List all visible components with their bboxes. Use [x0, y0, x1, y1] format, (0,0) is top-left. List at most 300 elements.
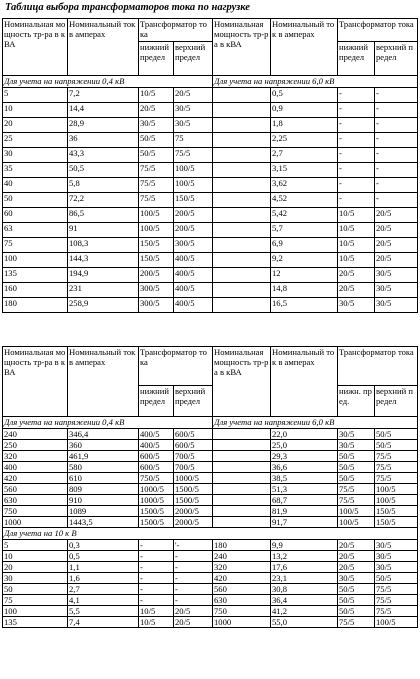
- header-upper-right: верхний предел: [375, 386, 418, 417]
- table-cell: 10/5: [139, 88, 174, 103]
- current-transformer-table-2: [2, 346, 418, 628]
- table-cell: -: [338, 178, 375, 193]
- table-cell: 200/5: [174, 223, 213, 238]
- table-row: [3, 253, 418, 268]
- current-transformer-table-1: [2, 18, 418, 313]
- table-cell: 50: [3, 193, 68, 208]
- table-cell: 60: [3, 208, 68, 223]
- table-cell: 30/5: [375, 562, 418, 573]
- table-cell: '-: [174, 540, 213, 551]
- table-cell: -: [375, 193, 418, 208]
- table-cell: 50/5: [338, 584, 375, 595]
- table-cell: 50: [3, 584, 68, 595]
- table-row: [3, 103, 418, 118]
- table-row: [3, 238, 418, 253]
- table-cell: 75/5: [174, 148, 213, 163]
- table-cell: [213, 103, 271, 118]
- table-cell: 2,7: [68, 584, 139, 595]
- table-cell: 630: [213, 595, 271, 606]
- section-label: Для учета на напряжении 6,0 кВ: [213, 417, 418, 429]
- table-cell: 30/5: [139, 118, 174, 133]
- table-cell: [213, 473, 271, 484]
- table-cell: 610: [68, 473, 139, 484]
- section-label: Для учета на 10 к В: [3, 528, 418, 540]
- table-cell: 1,6: [68, 573, 139, 584]
- table-cell: 50/5: [139, 148, 174, 163]
- table-cell: [213, 238, 271, 253]
- table-row: [3, 517, 418, 528]
- table-cell: -: [139, 540, 174, 551]
- table-cell: 75/5: [139, 178, 174, 193]
- table-cell: -: [375, 148, 418, 163]
- table-cell: 400: [3, 462, 68, 473]
- header-lower-right: нижний предел: [338, 42, 375, 76]
- table-cell: -: [139, 562, 174, 573]
- table-cell: 14,8: [271, 283, 338, 298]
- header-power: Номинальная мощность тр-ра в кВА: [3, 19, 68, 76]
- table-cell: 36,4: [271, 595, 338, 606]
- table-cell: [213, 484, 271, 495]
- section-label: Для учета на напряжении 6,0 кВ: [213, 76, 418, 88]
- header-transformer-right: Трансформатор тока: [338, 19, 418, 42]
- table-cell: 22,0: [271, 429, 338, 440]
- header-lower: нижний предел: [139, 42, 174, 76]
- table-cell: 75/5: [338, 484, 375, 495]
- table-row: [3, 429, 418, 440]
- header-transformer-right: Трансформатор тока: [338, 347, 418, 386]
- table-cell: 30/5: [338, 429, 375, 440]
- table-cell: 25: [3, 133, 68, 148]
- table-cell: 194,9: [68, 268, 139, 283]
- table-cell: 10/5: [338, 223, 375, 238]
- table-cell: 180: [3, 298, 68, 313]
- table-row: [3, 193, 418, 208]
- table-cell: 20/5: [174, 88, 213, 103]
- table-cell: 30/5: [338, 440, 375, 451]
- table-cell: 240: [3, 429, 68, 440]
- table-cell: 50/5: [375, 429, 418, 440]
- table-row: [3, 88, 418, 103]
- table-cell: -: [139, 595, 174, 606]
- table-cell: 809: [68, 484, 139, 495]
- table-cell: 5,42: [271, 208, 338, 223]
- table-cell: 630: [3, 495, 68, 506]
- table-cell: 750: [3, 506, 68, 517]
- table-cell: 160: [3, 283, 68, 298]
- table-cell: [213, 193, 271, 208]
- table-cell: 100/5: [139, 223, 174, 238]
- table-row: [3, 440, 418, 451]
- table-cell: 910: [68, 495, 139, 506]
- table-cell: 30/5: [174, 103, 213, 118]
- table-cell: 50/5: [338, 473, 375, 484]
- table-cell: 50/5: [338, 606, 375, 617]
- table-cell: 346,4: [68, 429, 139, 440]
- table-cell: 75/5: [375, 595, 418, 606]
- table-cell: 1000: [3, 517, 68, 528]
- table-cell: -: [174, 573, 213, 584]
- table-cell: 51,3: [271, 484, 338, 495]
- table-cell: [213, 268, 271, 283]
- table-cell: 700/5: [174, 462, 213, 473]
- table-cell: 36: [68, 133, 139, 148]
- table-cell: 360: [68, 440, 139, 451]
- table-row: [3, 606, 418, 617]
- table-cell: 0,5: [68, 551, 139, 562]
- table-cell: 10/5: [139, 606, 174, 617]
- table-cell: 63: [3, 223, 68, 238]
- table-cell: 20: [3, 118, 68, 133]
- table-cell: 1000/5: [139, 495, 174, 506]
- table-cell: 400/5: [174, 298, 213, 313]
- table-cell: 20/5: [139, 103, 174, 118]
- table-cell: 75/5: [375, 606, 418, 617]
- table-cell: 50/5: [338, 462, 375, 473]
- table-cell: 20/5: [375, 253, 418, 268]
- table-cell: -: [375, 133, 418, 148]
- table-cell: -: [375, 163, 418, 178]
- table-cell: 461,9: [68, 451, 139, 462]
- table-cell: 91,7: [271, 517, 338, 528]
- table-cell: -: [338, 88, 375, 103]
- table-row: [3, 133, 418, 148]
- table-cell: 75: [3, 238, 68, 253]
- table-cell: [213, 462, 271, 473]
- table-cell: 30/5: [375, 283, 418, 298]
- table-cell: 20/5: [375, 208, 418, 223]
- table-cell: 7,2: [68, 88, 139, 103]
- table-row: [3, 208, 418, 223]
- table-cell: 23,1: [271, 573, 338, 584]
- table-cell: 30/5: [375, 551, 418, 562]
- table-row: [3, 163, 418, 178]
- table-cell: 200/5: [174, 208, 213, 223]
- table-cell: [213, 163, 271, 178]
- table-cell: 3,62: [271, 178, 338, 193]
- table-cell: -: [139, 573, 174, 584]
- table-cell: 560: [213, 584, 271, 595]
- table-cell: 75/5: [375, 462, 418, 473]
- table-cell: 55,0: [271, 617, 338, 628]
- table-cell: 600/5: [174, 440, 213, 451]
- table-cell: 1000/5: [139, 484, 174, 495]
- table-cell: 700/5: [174, 451, 213, 462]
- table-cell: 150/5: [139, 253, 174, 268]
- table-cell: 9,9: [271, 540, 338, 551]
- table-cell: 1500/5: [139, 506, 174, 517]
- table-row: [3, 595, 418, 606]
- table-cell: 6,9: [271, 238, 338, 253]
- table-cell: 0,3: [68, 540, 139, 551]
- header-upper: верхний предел: [174, 386, 213, 417]
- table-cell: 30/5: [174, 118, 213, 133]
- table-cell: -: [338, 133, 375, 148]
- table-cell: 20/5: [338, 268, 375, 283]
- table-cell: 10: [3, 551, 68, 562]
- table-cell: 25,0: [271, 440, 338, 451]
- table-cell: 100/5: [338, 506, 375, 517]
- table-cell: 68,7: [271, 495, 338, 506]
- table-row: [3, 495, 418, 506]
- table-cell: 150/5: [375, 517, 418, 528]
- header-upper-right: верхний предел: [375, 42, 418, 76]
- header-current-right: Номинальный ток в амперах: [271, 347, 338, 417]
- table-cell: 30/5: [338, 298, 375, 313]
- table-cell: 1,8: [271, 118, 338, 133]
- table-cell: 150/5: [375, 506, 418, 517]
- table-cell: 100/5: [338, 517, 375, 528]
- table-cell: 1,1: [68, 562, 139, 573]
- table-cell: [213, 451, 271, 462]
- table-row: [3, 178, 418, 193]
- table-cell: 100/5: [375, 617, 418, 628]
- table-cell: -: [375, 118, 418, 133]
- table-cell: 9,2: [271, 253, 338, 268]
- table-cell: 750/5: [139, 473, 174, 484]
- table-cell: 1000/5: [174, 473, 213, 484]
- table-cell: -: [338, 163, 375, 178]
- table-row: [3, 473, 418, 484]
- table-cell: 20/5: [174, 617, 213, 628]
- table-cell: 2000/5: [174, 517, 213, 528]
- table-cell: 4,1: [68, 595, 139, 606]
- table-cell: 30/5: [375, 268, 418, 283]
- table-cell: -: [174, 584, 213, 595]
- table-cell: 50/5: [375, 573, 418, 584]
- table-cell: -: [174, 562, 213, 573]
- table-cell: 36,6: [271, 462, 338, 473]
- table-cell: 240: [213, 551, 271, 562]
- section-label: Для учета на напряжении 0,4 кВ: [3, 417, 213, 429]
- table-cell: 30: [3, 573, 68, 584]
- table-cell: 20/5: [338, 551, 375, 562]
- table-cell: 20/5: [338, 540, 375, 551]
- table-cell: [213, 148, 271, 163]
- table-cell: 420: [3, 473, 68, 484]
- table-cell: 38,5: [271, 473, 338, 484]
- table-cell: [213, 223, 271, 238]
- table-row: [3, 584, 418, 595]
- table-cell: -: [338, 103, 375, 118]
- table-cell: 600/5: [174, 429, 213, 440]
- table-cell: -: [174, 551, 213, 562]
- table-cell: 20/5: [338, 283, 375, 298]
- table-cell: [213, 506, 271, 517]
- table-row: [3, 298, 418, 313]
- table-cell: 580: [68, 462, 139, 473]
- table-cell: 50/5: [338, 595, 375, 606]
- table-cell: 30/5: [375, 540, 418, 551]
- header-power: Номинальная мощность тр-ра в кВА: [3, 347, 68, 417]
- table-cell: 43,3: [68, 148, 139, 163]
- table-cell: [213, 118, 271, 133]
- table-cell: 75/5: [139, 163, 174, 178]
- table-cell: 14,4: [68, 103, 139, 118]
- table-cell: 258,9: [68, 298, 139, 313]
- table-cell: -: [375, 178, 418, 193]
- table-cell: -: [375, 88, 418, 103]
- table-cell: 420: [213, 573, 271, 584]
- table-cell: 1500/5: [174, 495, 213, 506]
- table-cell: 86,5: [68, 208, 139, 223]
- table-cell: 20/5: [375, 223, 418, 238]
- header-lower-right: нижн. пред.: [338, 386, 375, 417]
- table-row: [3, 506, 418, 517]
- table-cell: 50,5: [68, 163, 139, 178]
- table-cell: 13,2: [271, 551, 338, 562]
- table-cell: 28,9: [68, 118, 139, 133]
- table-cell: 20/5: [375, 238, 418, 253]
- table-cell: 5,8: [68, 178, 139, 193]
- table-cell: 17,6: [271, 562, 338, 573]
- table-cell: [213, 429, 271, 440]
- table-cell: 135: [3, 617, 68, 628]
- table-cell: 5: [3, 540, 68, 551]
- table-cell: [213, 133, 271, 148]
- table-cell: [213, 88, 271, 103]
- header-transformer: Трансформатор тока: [139, 347, 213, 386]
- table-cell: 12: [271, 268, 338, 283]
- table-cell: 150/5: [139, 238, 174, 253]
- section-label: Для учета на напряжении 0,4 кВ: [3, 76, 213, 88]
- table-cell: 41,2: [271, 606, 338, 617]
- table-row: [3, 118, 418, 133]
- table-cell: -: [139, 584, 174, 595]
- table-cell: -: [375, 103, 418, 118]
- table-cell: 5,7: [271, 223, 338, 238]
- table-cell: 150/5: [174, 193, 213, 208]
- table-cell: 72,2: [68, 193, 139, 208]
- table-cell: 30/5: [375, 298, 418, 313]
- header-upper: верхний предел: [174, 42, 213, 76]
- table-cell: 16,5: [271, 298, 338, 313]
- table-cell: 300/5: [139, 298, 174, 313]
- table-cell: 200/5: [139, 268, 174, 283]
- table-cell: 231: [68, 283, 139, 298]
- page-title: Таблица выбора трансформаторов тока по нагрузке: [5, 2, 250, 13]
- table-cell: 81,9: [271, 506, 338, 517]
- table-cell: 300/5: [139, 283, 174, 298]
- table-cell: 5,5: [68, 606, 139, 617]
- table-cell: 144,3: [68, 253, 139, 268]
- table-row: [3, 223, 418, 238]
- table-cell: 7,4: [68, 617, 139, 628]
- table-cell: 400/5: [174, 253, 213, 268]
- table-cell: 100/5: [174, 163, 213, 178]
- table-row: [3, 484, 418, 495]
- table-cell: 100: [3, 253, 68, 268]
- table-cell: 91: [68, 223, 139, 238]
- table-cell: 20: [3, 562, 68, 573]
- table-cell: 35: [3, 163, 68, 178]
- table-cell: 600/5: [139, 462, 174, 473]
- table-cell: 750: [213, 606, 271, 617]
- table-cell: 3,15: [271, 163, 338, 178]
- table-cell: 1443,5: [68, 517, 139, 528]
- table-cell: 5: [3, 88, 68, 103]
- table-cell: 1000: [213, 617, 271, 628]
- table-cell: 400/5: [139, 429, 174, 440]
- table-cell: [213, 253, 271, 268]
- table-cell: 75/5: [338, 617, 375, 628]
- table-cell: 75/5: [375, 451, 418, 462]
- table-cell: 10/5: [338, 253, 375, 268]
- table-row: [3, 148, 418, 163]
- table-row: [3, 573, 418, 584]
- table-cell: 4,52: [271, 193, 338, 208]
- table-cell: 30,8: [271, 584, 338, 595]
- table-cell: 250: [3, 440, 68, 451]
- table-cell: 29,3: [271, 451, 338, 462]
- table-cell: -: [338, 193, 375, 208]
- header-lower: нижний предел: [139, 386, 174, 417]
- table-cell: 100/5: [174, 178, 213, 193]
- table-cell: [213, 517, 271, 528]
- table-row: [3, 562, 418, 573]
- table-cell: 0,5: [271, 88, 338, 103]
- table-cell: 2,7: [271, 148, 338, 163]
- table-cell: 400/5: [174, 268, 213, 283]
- table-cell: 100: [3, 606, 68, 617]
- table-row: [3, 551, 418, 562]
- table-cell: [213, 298, 271, 313]
- table-cell: 10/5: [139, 617, 174, 628]
- table-cell: 75: [174, 133, 213, 148]
- table-cell: [213, 440, 271, 451]
- table-cell: 0,9: [271, 103, 338, 118]
- table-cell: 40: [3, 178, 68, 193]
- table-cell: 75/5: [338, 495, 375, 506]
- table-cell: 50/5: [338, 451, 375, 462]
- table-cell: [213, 208, 271, 223]
- table-cell: [213, 495, 271, 506]
- table-cell: 75/5: [139, 193, 174, 208]
- table-cell: 50/5: [375, 440, 418, 451]
- table-cell: -: [139, 551, 174, 562]
- table-cell: 320: [3, 451, 68, 462]
- table-cell: 20/5: [174, 606, 213, 617]
- table-cell: 1500/5: [174, 484, 213, 495]
- table-cell: 560: [3, 484, 68, 495]
- table-cell: 75/5: [375, 473, 418, 484]
- table-cell: 400/5: [174, 283, 213, 298]
- table-cell: 100/5: [375, 495, 418, 506]
- header-power-right: Номинальная мощность тр-ра в кВА: [213, 19, 271, 76]
- table-cell: 2000/5: [174, 506, 213, 517]
- table-cell: [213, 178, 271, 193]
- table-cell: 300/5: [174, 238, 213, 253]
- table-row: [3, 268, 418, 283]
- table-row: [3, 540, 418, 551]
- table-row: [3, 451, 418, 462]
- table-cell: 100/5: [139, 208, 174, 223]
- table-cell: 30: [3, 148, 68, 163]
- table-cell: 10: [3, 103, 68, 118]
- table-cell: 10/5: [338, 208, 375, 223]
- header-current: Номинальный ток в амперах: [68, 347, 139, 417]
- table-cell: 30/5: [338, 573, 375, 584]
- table-row: [3, 617, 418, 628]
- table-cell: 10/5: [338, 238, 375, 253]
- table-cell: 75/5: [375, 584, 418, 595]
- table-cell: 1089: [68, 506, 139, 517]
- table-cell: -: [338, 118, 375, 133]
- header-transformer: Трансформатор тока: [139, 19, 213, 42]
- table-cell: 135: [3, 268, 68, 283]
- table-cell: 108,3: [68, 238, 139, 253]
- table-cell: 1500/5: [139, 517, 174, 528]
- table-cell: 100/5: [375, 484, 418, 495]
